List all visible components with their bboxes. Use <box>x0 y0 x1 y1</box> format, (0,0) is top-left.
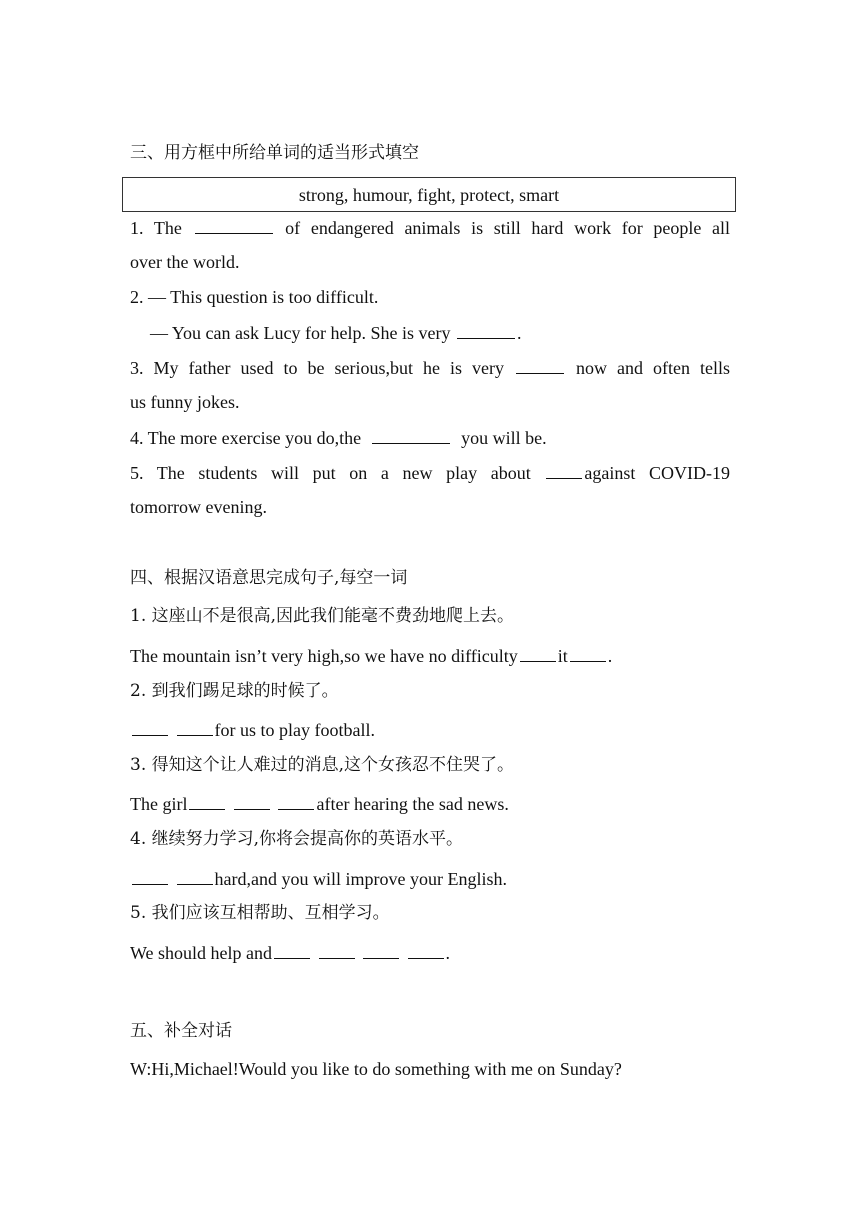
s3-q3-text-a: 3. My father used to be serious,but he is very <box>130 358 504 378</box>
s3-q4-line <box>130 425 547 450</box>
word-box-text: strong, humour, fight, protect, smart <box>298 184 560 205</box>
s4-q3-text-a: The girl <box>130 794 188 814</box>
s3-q3-line2: us funny jokes. <box>130 392 240 412</box>
s4-q1-end: . <box>607 646 613 666</box>
s4-q4-chinese: 4. 继续努力学习,你将会提高你的英语水平。 <box>130 829 464 849</box>
s4-q3-text-b: after hearing the sad news. <box>316 794 509 814</box>
s4-q5-text: We should help and <box>130 943 273 963</box>
answer-blank[interactable] <box>363 940 399 959</box>
s4-q1-english <box>130 643 612 668</box>
answer-blank[interactable] <box>234 791 270 810</box>
s3-q2-line1: 2. — This question is too difficult. <box>130 287 379 307</box>
s3-q3-line1 <box>130 355 730 380</box>
s3-q5-text-a: 5. The students will put on a new play about <box>130 463 531 483</box>
s5-dialogue-line1: W:Hi,Michael!Would you like to do something with me on Sunday? <box>130 1059 622 1079</box>
answer-blank[interactable] <box>516 355 564 374</box>
answer-blank[interactable] <box>546 460 582 479</box>
answer-blank[interactable] <box>408 940 444 959</box>
s3-q5-line2: tomorrow evening. <box>130 497 267 517</box>
answer-blank[interactable] <box>189 791 225 810</box>
s3-q2-text: — You can ask Lucy for help. She is very <box>150 323 451 343</box>
answer-blank[interactable] <box>570 643 606 662</box>
answer-blank[interactable] <box>372 425 450 444</box>
s3-q4-text-a: 4. The more exercise you do,the <box>130 428 362 448</box>
s3-q3-text-b: now and often tells <box>576 358 731 378</box>
s4-q1-text-b: it <box>557 646 568 666</box>
s3-q2-end: . <box>516 323 522 343</box>
s4-q1-text-a: The mountain isn’t very high,so we have no difficulty <box>130 646 518 666</box>
answer-blank[interactable] <box>177 866 213 885</box>
s4-q1-chinese: 1. 这座山不是很高,因此我们能毫不费劲地爬上去。 <box>130 606 515 626</box>
s3-q1-line2: over the world. <box>130 252 240 272</box>
answer-blank[interactable] <box>457 320 515 339</box>
answer-blank[interactable] <box>520 643 556 662</box>
answer-blank[interactable] <box>195 215 273 234</box>
section4-heading: 四、根据汉语意思完成句子,每空一词 <box>130 568 408 588</box>
answer-blank[interactable] <box>274 940 310 959</box>
answer-blank[interactable] <box>278 791 314 810</box>
s4-q2-text: for us to play football. <box>214 720 375 740</box>
answer-blank[interactable] <box>319 940 355 959</box>
s3-q1-text-b: of endangered animals is still hard work for people all <box>285 218 731 238</box>
s4-q2-chinese: 2. 到我们踢足球的时候了。 <box>130 681 339 701</box>
s3-q1-line1 <box>130 215 730 240</box>
s3-q2-line2 <box>150 320 521 345</box>
s4-q5-english <box>130 940 450 965</box>
s3-q5-text-b: against COVID-19 <box>584 463 731 483</box>
word-box <box>122 177 736 212</box>
s4-q5-end: . <box>445 943 451 963</box>
s3-q1-text-a: 1. The <box>130 218 182 238</box>
section5-heading: 五、补全对话 <box>130 1021 232 1041</box>
s3-q4-text-b: you will be. <box>461 428 547 448</box>
answer-blank[interactable] <box>132 866 168 885</box>
s4-q3-english <box>130 791 509 816</box>
s4-q2-english <box>130 717 375 742</box>
answer-blank[interactable] <box>177 717 213 736</box>
s3-q5-line1 <box>130 460 730 485</box>
section3-heading: 三、用方框中所给单词的适当形式填空 <box>130 143 419 163</box>
answer-blank[interactable] <box>132 717 168 736</box>
s4-q4-text: hard,and you will improve your English. <box>214 869 507 889</box>
s4-q5-chinese: 5. 我们应该互相帮助、互相学习。 <box>130 903 390 923</box>
s4-q4-english <box>130 866 507 891</box>
s4-q3-chinese: 3. 得知这个让人难过的消息,这个女孩忍不住哭了。 <box>130 755 515 775</box>
